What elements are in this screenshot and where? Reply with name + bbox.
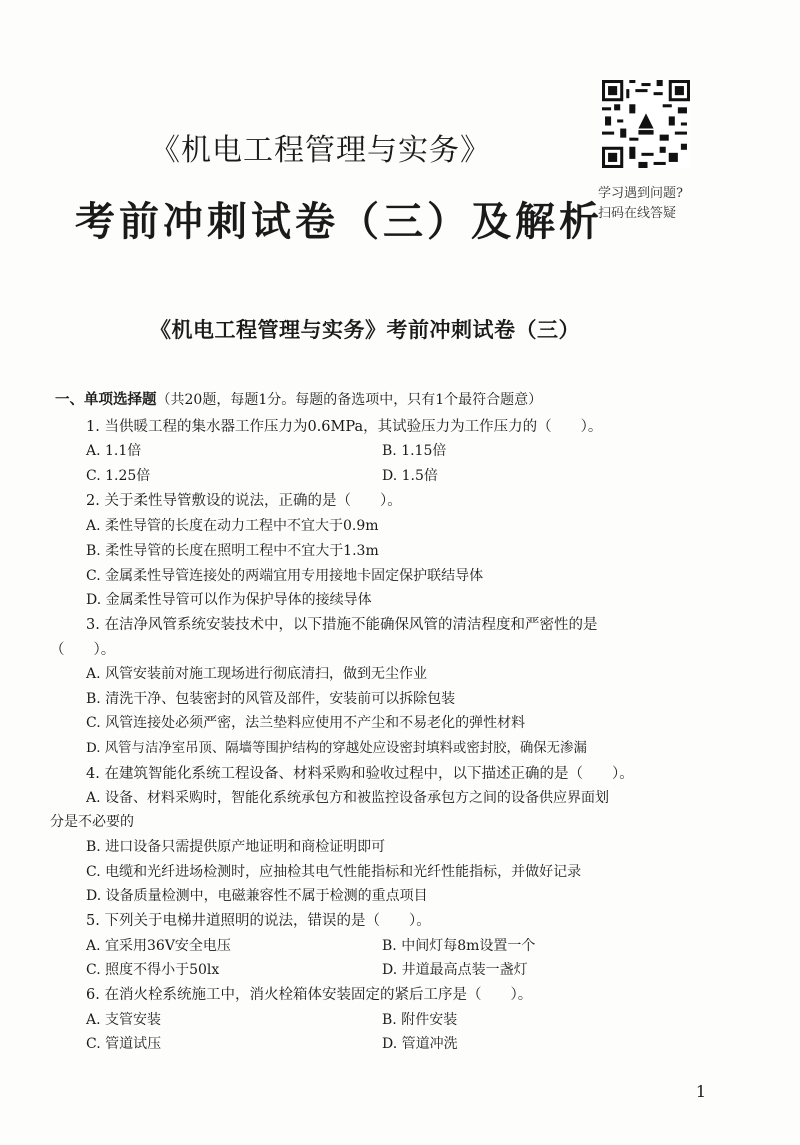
qr-code-icon[interactable] (601, 80, 691, 168)
question-4-option-c: C. 电缆和光纤进场检测时，应抽检其电气性能指标和光纤性能指标，并做好记录 (86, 864, 582, 880)
question-4-option-a-continued: 分是不必要的 (50, 814, 134, 830)
question-1-option-c: C. 1.25倍 (86, 468, 151, 484)
question-5-option-a: A. 宜采用36V安全电压 (86, 938, 231, 954)
question-2-stem: 2. 关于柔性导管敷设的说法，正确的是（ ）。 (86, 493, 402, 509)
question-6-stem: 6. 在消火栓系统施工中，消火栓箱体安装固定的紧后工序是（ ）。 (86, 987, 533, 1003)
question-3-option-c: C. 风管连接处必须严密，法兰垫料应使用不产尘和不易老化的弹性材料 (86, 715, 526, 731)
question-5-option-b: B. 中间灯每8m设置一个 (382, 938, 536, 954)
question-2-option-c: C. 金属柔性导管连接处的两端宜用专用接地卡固定保护联结导体 (86, 568, 484, 584)
exam-subtitle: 《机电工程管理与实务》考前冲刺试卷（三） (150, 317, 580, 342)
question-4-option-a: A. 设备、材料采购时，智能化系统承包方和被监控设备承包方之间的设备供应界面划 (86, 790, 610, 806)
question-6-option-a: A. 支管安装 (86, 1012, 162, 1028)
document-title-line2: 考前冲刺试卷（三）及解析 (75, 199, 603, 245)
question-1-option-b: B. 1.15倍 (382, 443, 447, 459)
qr-caption-line2: 扫码在线答疑 (598, 206, 677, 221)
question-2-option-b: B. 柔性导管的长度在照明工程中不宜大于1.3m (86, 543, 379, 559)
question-4-option-b: B. 进口设备只需提供原产地证明和商检证明即可 (86, 839, 386, 855)
question-6-option-d: D. 管道冲洗 (382, 1036, 458, 1052)
question-6-option-c: C. 管道试压 (86, 1036, 162, 1052)
question-1-stem: 1. 当供暖工程的集水器工作压力为0.6MPa，其试验压力为工作压力的（ ）。 (86, 419, 603, 435)
question-3-option-a: A. 风管安装前对施工现场进行彻底清扫，做到无尘作业 (86, 666, 428, 682)
section-heading (55, 388, 542, 409)
section-instructions: （共20题，每题1分。每题的备选项中，只有1个最符合题意） (156, 392, 543, 408)
question-3-option-d: D. 风管与洁净室吊顶、隔墙等围护结构的穿越处应设密封填料或密封胶，确保无渗漏 (86, 741, 587, 756)
question-2-option-a: A. 柔性导管的长度在动力工程中不宜大于0.9m (86, 518, 379, 534)
question-3-option-b: B. 清洗干净、包装密封的风管及部件，安装前可以拆除包装 (86, 691, 456, 707)
question-5-option-d: D. 井道最高点装一盏灯 (382, 962, 528, 978)
question-5-option-c: C. 照度不得小于50lx (86, 962, 220, 978)
section-title: 一、单项选择题 (55, 392, 157, 408)
question-1-option-a: A. 1.1倍 (86, 443, 142, 459)
question-2-option-d: D. 金属柔性导管可以作为保护导体的接续导体 (86, 592, 372, 608)
document-title-line1: 《机电工程管理与实务》 (150, 133, 491, 168)
qr-caption-line1: 学习遇到问题? (598, 186, 683, 201)
question-4-stem: 4. 在建筑智能化系统工程设备、材料采购和验收过程中，以下描述正确的是（ ）。 (86, 766, 634, 782)
question-5-stem: 5. 下列关于电梯井道照明的说法，错误的是（ ）。 (86, 913, 431, 929)
question-4-option-d: D. 设备质量检测中，电磁兼容性不属于检测的重点项目 (86, 888, 428, 904)
question-1-option-d: D. 1.5倍 (382, 468, 438, 484)
question-3-stem-continued: （ ）。 (50, 642, 116, 658)
question-3-stem: 3. 在洁净风管系统安装技术中，以下措施不能确保风管的清洁程度和严密性的是 (86, 617, 598, 633)
question-6-option-b: B. 附件安装 (382, 1012, 458, 1028)
page-number: 1 (695, 1082, 706, 1101)
